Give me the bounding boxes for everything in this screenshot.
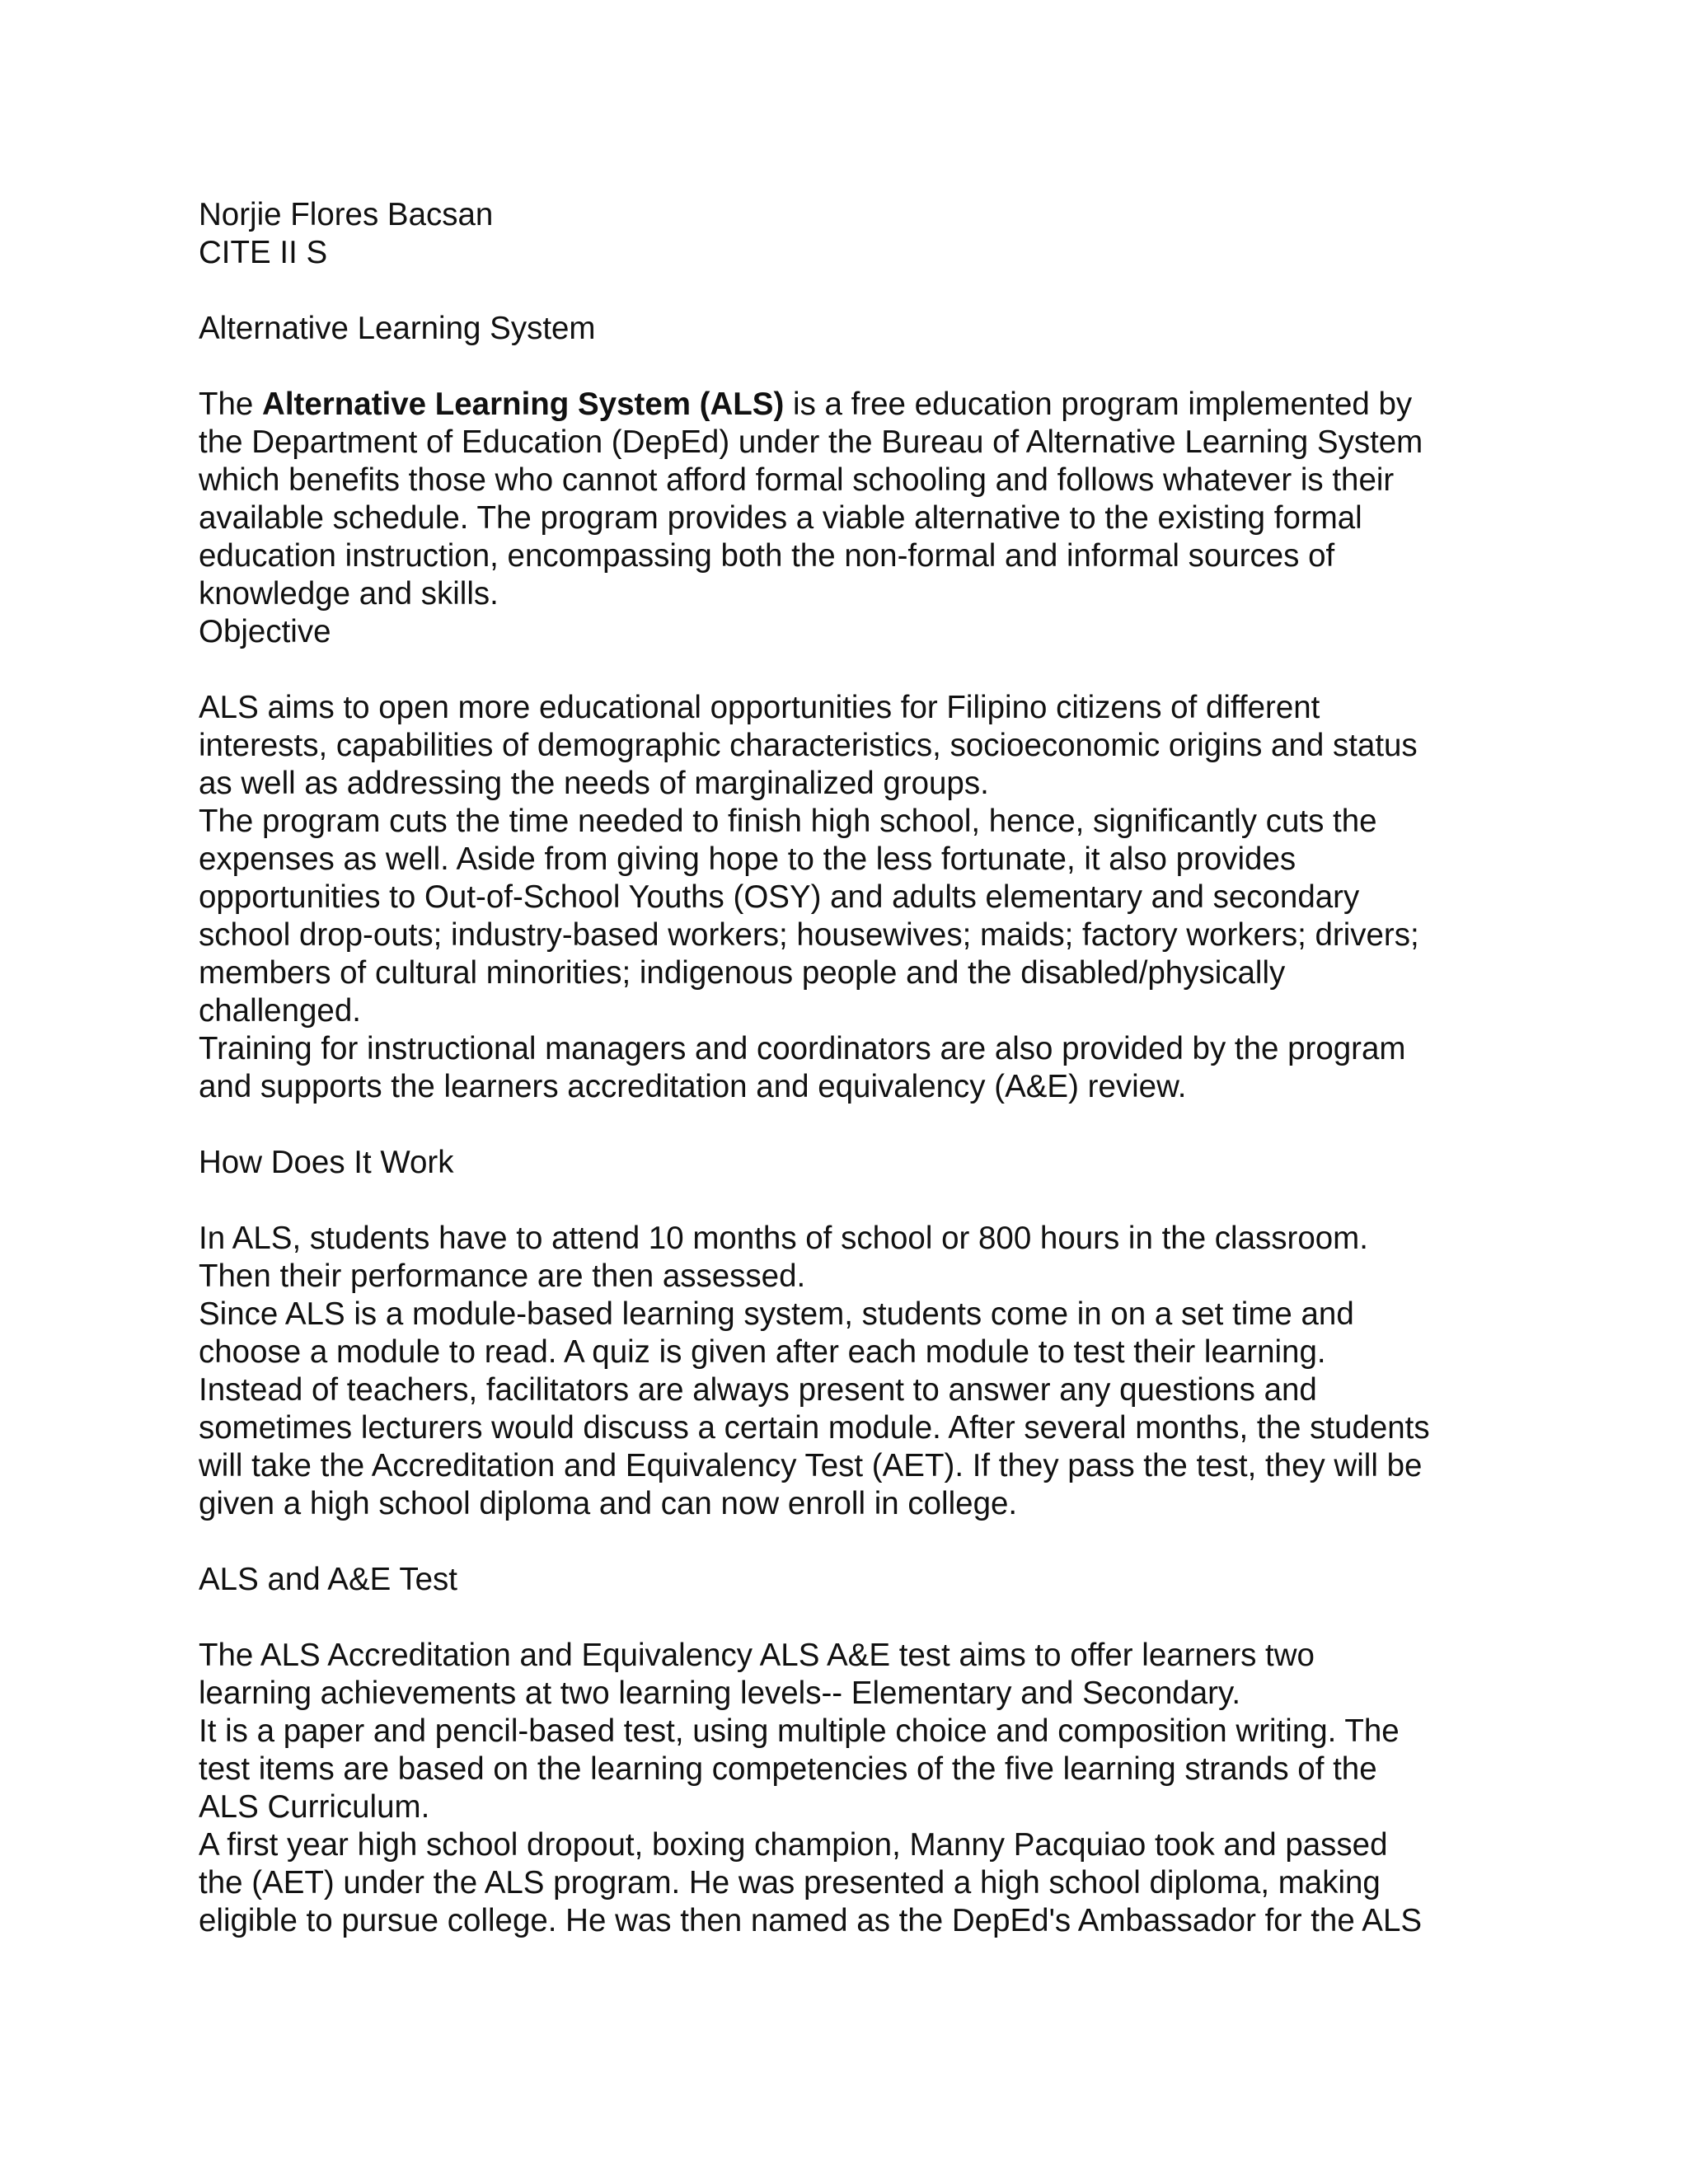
how-it-works-line: sometimes lecturers would discuss a certain module. After several months, the students [199,1410,1430,1446]
how-it-works-line: Since ALS is a module-based learning system, students come in on a set time and [199,1296,1354,1332]
objective-section [199,689,1501,1106]
ae-test-line: It is a paper and pencil-based test, using multiple choice and composition writing. The [199,1713,1400,1749]
author-name: Norjie Flores Bacsan [199,197,494,232]
objective-line: ALS aims to open more educational opportunities for Filipino citizens of different [199,690,1320,725]
ae-test-section [199,1637,1501,1940]
spacer [199,272,1501,310]
spacer [199,348,1501,386]
how-it-works-line: given a high school diploma and can now enroll in college. [199,1486,1018,1521]
how-it-works-line: choose a module to read. A quiz is given after each module to test their learning. [199,1334,1326,1370]
how-it-works-section [199,1220,1501,1523]
ae-test-line: test items are based on the learning competencies of the five learning strands of the [199,1751,1377,1787]
ae-test-line: the (AET) under the ALS program. He was presented a high school diploma, making [199,1865,1381,1900]
objective-line: expenses as well. Aside from giving hope to the less fortunate, it also provides [199,841,1296,877]
objective-line: opportunities to Out-of-School Youths (OSY) and adults elementary and secondary [199,879,1360,915]
objective-line: and supports the learners accreditation and equivalency (A&E) review. [199,1069,1187,1104]
intro-line: the Department of Education (DepEd) under the Bureau of Alternative Learning System [199,424,1423,460]
spacer [199,1599,1501,1637]
intro-paragraph [199,386,1501,613]
objective-heading: Objective [199,614,331,649]
spacer [199,1523,1501,1561]
spacer [199,651,1501,689]
ae-test-line: learning achievements at two learning levels-- Elementary and Secondary. [199,1675,1241,1711]
intro-lead: The [199,387,254,422]
objective-line: interests, capabilities of demographic characteristics, socioeconomic origins and status [199,728,1418,763]
objective-line: The program cuts the time needed to finish high school, hence, significantly cuts the [199,804,1377,839]
intro-line: education instruction, encompassing both the non-formal and informal sources of [199,538,1335,574]
document-page [199,196,1501,1940]
objective-line: Training for instructional managers and coordinators are also provided by the program [199,1031,1406,1066]
how-it-works-line: will take the Accreditation and Equivalency Test (AET). If they pass the test, they will be [199,1448,1423,1483]
objective-line: challenged. [199,993,361,1029]
ae-test-line: A first year high school dropout, boxing champion, Manny Pacquiao took and passed [199,1827,1388,1863]
objective-line: school drop-outs; industry-based workers; housewives; maids; factory workers; drivers; [199,917,1419,953]
class-section: CITE II S [199,235,328,270]
document-title: Alternative Learning System [199,311,596,346]
ae-test-line: ALS Curriculum. [199,1789,430,1825]
intro-line [199,386,1501,424]
how-it-works-line: Then their performance are then assessed. [199,1258,806,1294]
spacer [199,1106,1501,1144]
intro-line: available schedule. The program provides a viable alternative to the existing formal [199,500,1362,536]
how-it-works-heading: How Does It Work [199,1145,454,1180]
how-it-works-line: In ALS, students have to attend 10 months of school or 800 hours in the classroom. [199,1221,1368,1256]
intro-term: Alternative Learning System (ALS) [262,387,785,422]
ae-test-line: eligible to pursue college. He was then named as the DepEd's Ambassador for the ALS [199,1903,1423,1938]
intro-line-text: is a free education program implemented by [784,387,1413,422]
spacer [199,1182,1501,1220]
objective-line: members of cultural minorities; indigenous people and the disabled/physically [199,955,1286,991]
ae-test-line: The ALS Accreditation and Equivalency ALS A&E test aims to offer learners two [199,1638,1315,1673]
ae-test-heading: ALS and A&E Test [199,1562,457,1597]
how-it-works-line: Instead of teachers, facilitators are always present to answer any questions and [199,1372,1317,1408]
objective-line: as well as addressing the needs of marginalized groups. [199,766,989,801]
intro-line: which benefits those who cannot afford formal schooling and follows whatever is their [199,462,1395,498]
intro-line: knowledge and skills. [199,576,499,612]
